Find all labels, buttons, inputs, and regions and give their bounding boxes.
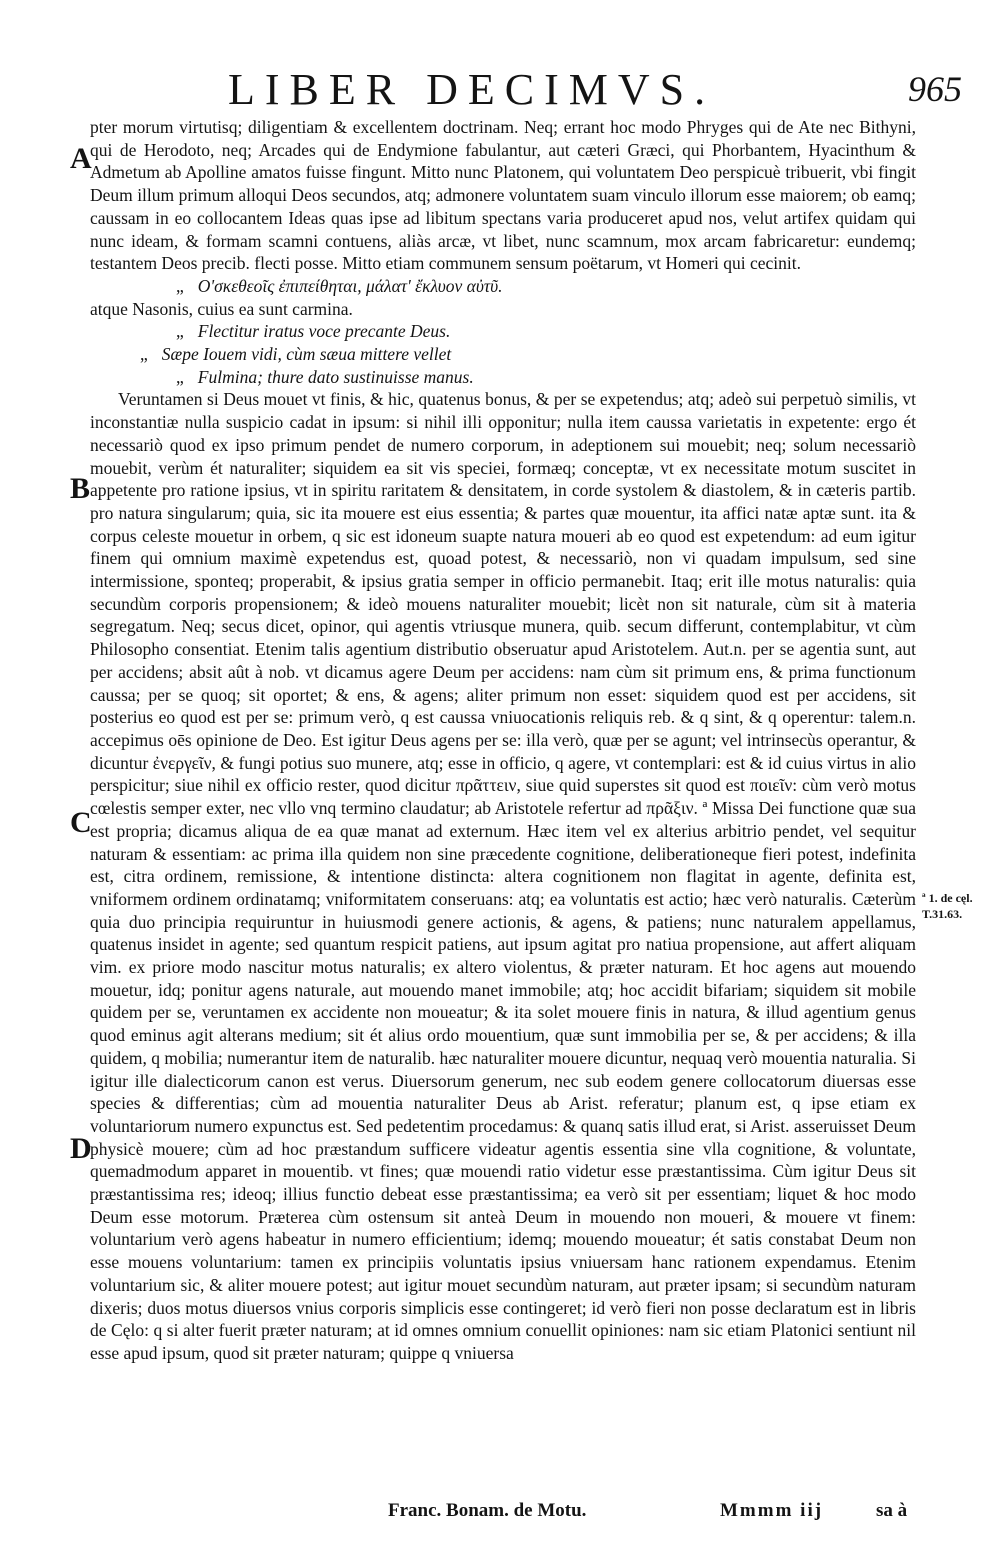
- paragraph-main: Veruntamen si Deus mouet vt finis, & hic, quatenus bonus, & per se expetendus; atq; adeò sui perpetuò similis, vt inconstantiæ nulla suspicio cadat in ipsum: si nihil illi opponitur; nulla item caussa varietatis in expetente: ergo ét necessariò quod ex ipso primum pendet de numero corporum, in adeptionem sui mouebit; neq; solum necessariò mouebit, verùm ét naturaliter; siquidem ea sit vis speciei, formæq; conceptæ, vt ex necessitate motum suscitet in appetente pro ratione ipsius, vt in spiritu raritatem & densitatem, in corde systolem & diastolem, & in cæteris partib. pro natura singularum; quia, sic ita mouere est eius essentia; & partes quæ mouentur, ita affici natæ aptæ sunt. ita & corpus celeste mouetur in orbem, q sic est idoneum suapte natura moueri ab eo quod est expetendum: ad eum igitur finem qui omnium maximè expetendus est, quoad potest, & necessariò, non vi quadam impulsum, sed sine intermissione, sponteq; properabit, & ipsius gratia semper in officio permanebit. Itaq; erit ille motus naturalis: quia secundùm corporis propensionem; & ideò mouens naturaliter mouebit; licèt non sit naturale, cùm sit à materia segregatum. Neq; secus dicet, opinor, qui agentis vtriusque munera, quib. secum differunt, contemplabitur, vt cùm Philosopho consentiat. Etenim talis agentium distributio obseruatur apud Aristotelem. Aut.n. per se agentia sunt, aut per accidens; absit aût à nob. vt dicamus agere Deum per accidens: nam cùm sit primum ens, & prima functionum caussa; per se quoq; sit oportet; & ens, & agens; aliter primum non esset: siquidem quod est per accidens, sit posterius eo quod est per se: primum verò, q est caussa vniuocationis reliquis reb. & q sint, & q operentur: talem.n. accepimus oēs opinione de Deo. Est igitur Deus agens per se: illa verò, quæ per se agunt; vel intrinsecùs operantur, & dicuntur ἐνεργεῖν, & fungi potius suo munere, atq; esse in officio, q agere, vt contemplari: est & id cuius virtus in alio perspicitur; siue nihil ex officio rester, quod dicitur πρᾶττειν, siue quid superstes sit quod est ποιεῖν: cùm verò motus cœlestis semper exter, nec vllo vnq termino claudatur; ab Aristotele refertur ad πρᾶξιν. ª Missa Dei functione quæ sua est propria; dicamus aliqua de ea quæ manat ad externum. Hæc item vel ex alterius arbitrio pendet, vel sequitur naturam & essentiam: ac prima illa quidem non sine præcedente cognitione, deliberationeque fieri potest, indefinita est, citra ordinem, remissione, & intentione distincta: altera cognitionem non flagitat in agente, definita est, vniformem ordinem ordinatamq; vniformitatem conseruans: atq; ea voluntatis est actio; hæc verò naturalis. Cæterùm quia duo principia requiruntur in huiusmodi genere actionis, & agens, & patiens; nunc naturalem appellamus, quatenus insidet in agente; sed quantum respicit patiens, aut ipsum agitat pro natiua propensione, aut affert aliquam vim. ex priore modo nascitur motus naturalis; ex altero violentus, & præter naturam. Et hoc agens aut mouendo mouetur, idq; ponitur agens naturale, aut mouendo manet immobile; atq; hoc accidit bifariam; siquidem sit mobile quidem per se, veruntamen ex accidente non moueatur; & ita solet mouere finis in natura, & illud agentium genus quod eminus agit alterans medium; sit ét alius ordo mouentium, quæ sunt immobilia per se, & per accidens; & illa quidem, q mobilia; numerantur item de naturalib. hæc naturaliter mouere dicuntur, nequaq verò mouentia naturalia. Si igitur ille dialecticorum canon est verus. Diuersorum generum, nec sub eodem genere collocatorum diuersas esse species & differentias; cùm ad mouentia naturaliter Deus ab Arist. referatur; planum est, q ipse etiam ex voluntariorum numero expunctus est. Sed pedetentim procedamus: & quanq satis illud erat, si Arist. asseruisset Deum physicè mouere; cùm ad hoc præstandum sufficere videatur agentis essentia sine vlla cognitione, & voluntate, quemadmodum apparet in mouentib. vt fines; quæ mouendi ratio videtur esse præstantissima. Cùm igitur Deus sit præstantissima res; ideoq; illius functio debeat esse præstantissima; ea verò sit per essentiam; liquet & hoc modo Deum esse motorum. Præterea cùm ostensum sit anteà Deum in mouendo non moueri, & mouere vt finem: voluntarium verò agens habeatur in numero efficientium; idemq; mouendo moueatur; ét satis constabat Deum non esse mouens voluntarium: tamen ex principiis voluntatis ipsius vniuersam hanc rationem expendamus. Etenim voluntarium sic, & aliter mouere potest; aut igitur mouet secundùm naturam, aut præter ipsam; si secundùm naturam dixeris; duos motus diuersos vnius corporis simplicis esse contingeret; id verò fieri non posse declaratum est in libris de Cęlo: q si alter fuerit præter naturam; at id omnes omnium conuellit opiniones: nam sic etiam Platonici sentiunt nil esse apud ipsum, quod sit præter naturam; quippe q vniuersa: [90, 389, 916, 1363]
- quote-mark: „: [176, 321, 184, 342]
- section-letter-a: A: [70, 142, 92, 175]
- verse-transition: atque Nasonis, cuius ea sunt carmina.: [90, 298, 353, 319]
- verse-line-2: [90, 343, 916, 366]
- footer-catchword: sa à: [876, 1500, 908, 1521]
- running-header: LIBER DECIMVS.: [228, 65, 716, 114]
- verse-line-3: [90, 366, 916, 389]
- greek-verse-line: [90, 275, 916, 298]
- footer-author: Franc. Bonam. de Motu.: [388, 1500, 587, 1521]
- section-letter-b: B: [70, 472, 91, 505]
- verse-line-1-text: Flectitur iratus voce precante Deus.: [197, 321, 451, 342]
- paragraph-intro: pter morum virtutisq; diligentiam & excellentem doctrinam. Neq; errant hoc modo Phryges qui de Ate nec Bithyni, qui de Herodoto, neq; Arcades qui de Endymione fabulantur, aut cæteri Græci, qui Phorbantem, Hyacinthum & Admetum ab Apolline amatos fuisse fingunt. Mitto nunc Platonem, qui voluntatem Deo perspicuè tribuerit, vbi fingit Deum illum primum alloqui Deos secundos, atq; admonere voluntatem suam vinculo illorum esse maiorem; ob eamq; caussam in eo collocantem Ideas quas ipse ad libitum spectans varia produceret apud nos, velut artifex quidam qui nunc ideam, & formam scamni contuens, aliàs arcæ, vt libet, nunc scamnum, mox arcam fabricaretur: eundemq; testantem Deos precib. flecti posse. Mitto etiam communem sensum poëtarum, vt Homeri qui cecinit.: [90, 117, 916, 274]
- quote-mark: „: [176, 366, 184, 387]
- verse-line-1: [90, 320, 916, 343]
- verse-line-2-text: Sæpe Iouem vidi, cùm sæua mittere vellet: [161, 344, 452, 365]
- quote-mark: „: [176, 275, 184, 296]
- margin-note: [922, 890, 998, 922]
- footer-signature-mark: Mmmm iij: [720, 1500, 824, 1521]
- margin-note-line-1: ª 1. de cęl.: [922, 891, 973, 905]
- verse-line-3-text: Fulmina; thure dato sustinuisse manus.: [197, 366, 474, 387]
- section-letter-d: D: [70, 1132, 92, 1165]
- main-text: [90, 116, 916, 1365]
- page-number: 965: [908, 69, 962, 109]
- quote-mark: „: [140, 344, 148, 365]
- verse-block: [90, 275, 916, 389]
- margin-note-line-2: T.31.63.: [922, 907, 963, 921]
- section-letter-c: C: [70, 806, 92, 839]
- greek-verse-text: Ο'σκεθεοῖς ἐπιπείθηται, μάλατ' ἔκλυον αὐτῦ.: [197, 275, 503, 296]
